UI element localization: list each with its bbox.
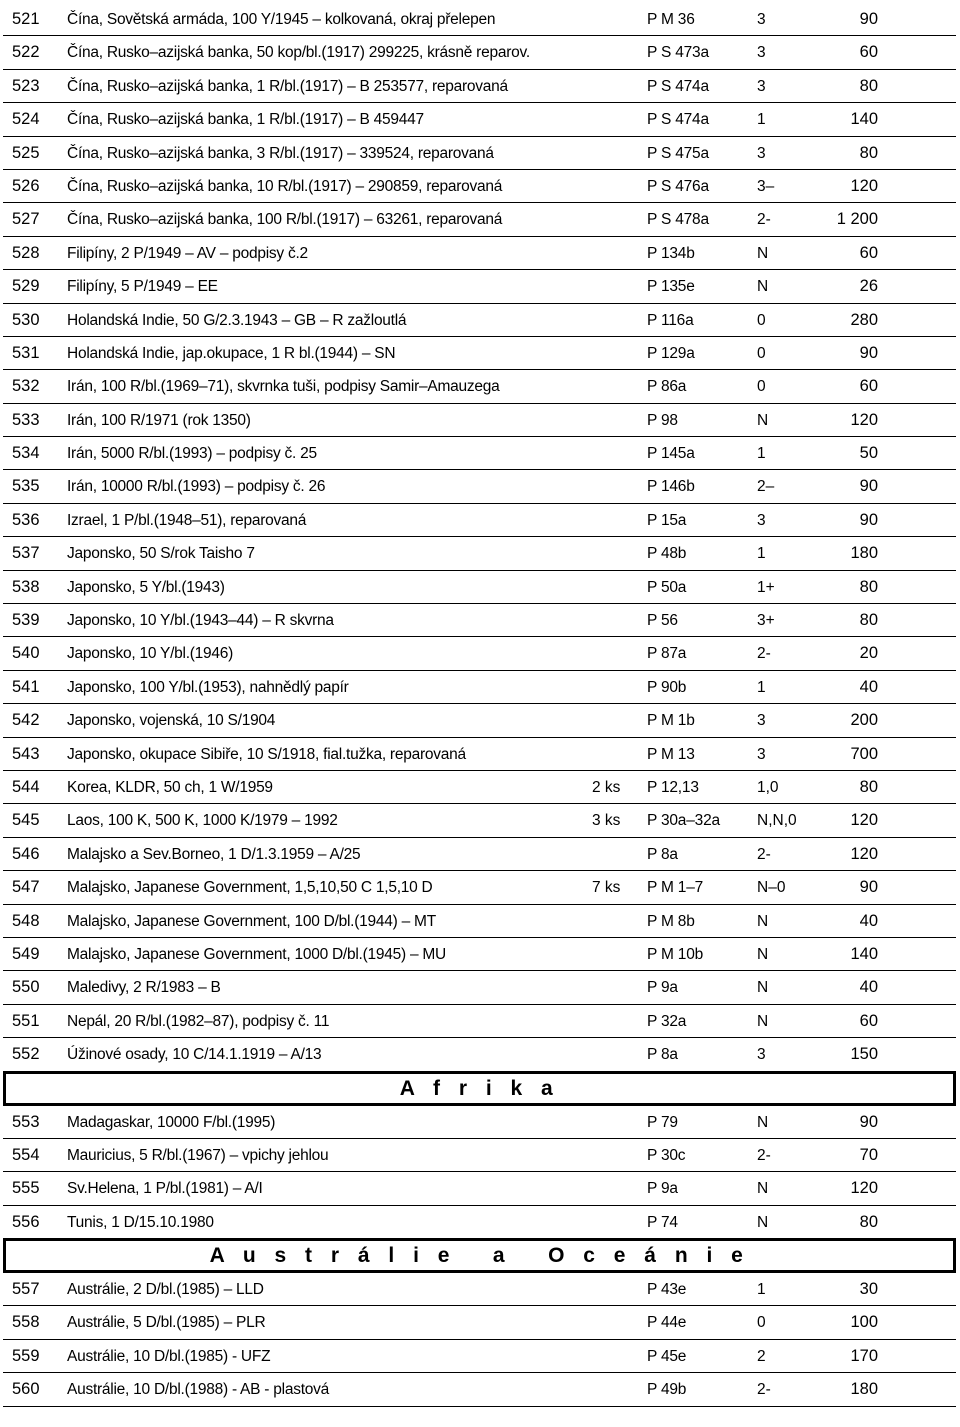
condition-grade: 0 — [757, 1314, 766, 1332]
lot-number: 549 — [12, 944, 40, 963]
catalog-reference: P 50a — [647, 578, 687, 596]
price: 80 — [859, 577, 878, 596]
table-row — [3, 1273, 956, 1306]
lot-number: 554 — [12, 1145, 40, 1164]
table-row — [3, 1038, 956, 1071]
table-row — [3, 804, 956, 837]
price: 120 — [850, 1179, 878, 1198]
lot-number: 535 — [12, 477, 40, 496]
table-row — [3, 237, 956, 270]
table-row — [3, 470, 956, 503]
condition-grade: N — [757, 1012, 769, 1030]
price: 80 — [859, 1212, 878, 1231]
lot-number: 521 — [12, 10, 40, 28]
condition-grade: 1 — [757, 445, 766, 463]
condition-grade: N — [757, 1180, 769, 1198]
lot-number: 533 — [12, 410, 40, 429]
table-row — [3, 1340, 956, 1373]
lot-number: 558 — [12, 1313, 40, 1332]
quantity: 3 ks — [592, 812, 621, 830]
price: 140 — [850, 110, 878, 129]
lot-number: 557 — [12, 1280, 40, 1299]
item-description: Maledivy, 2 R/1983 – B — [67, 979, 221, 997]
item-description: Irán, 100 R/1971 (rok 1350) — [67, 411, 251, 429]
price: 80 — [859, 76, 878, 95]
table-row — [3, 537, 956, 570]
condition-grade: N–0 — [757, 879, 786, 897]
catalog-reference: P 56 — [647, 612, 678, 630]
price: 70 — [859, 1145, 878, 1164]
catalog-reference: P 90b — [647, 678, 687, 696]
lot-number: 545 — [12, 811, 40, 830]
table-row — [3, 203, 956, 236]
condition-grade: N — [757, 1113, 769, 1131]
table-row — [3, 1005, 956, 1038]
catalog-reference: P S 476a — [647, 177, 709, 195]
table-row — [3, 871, 956, 904]
catalog-reference: P 79 — [647, 1113, 678, 1131]
condition-grade: 3 — [757, 11, 766, 28]
price: 40 — [859, 911, 878, 930]
catalog-reference: P 145a — [647, 445, 695, 463]
item-description: Austrálie, 2 D/bl.(1985) – LLD — [67, 1281, 264, 1299]
item-description: Japonsko, okupace Sibiře, 10 S/1918, fial.tužka, reparovaná — [67, 745, 466, 763]
item-description: Čína, Rusko–azijská banka, 100 R/bl.(1917) – 63261, reparovaná — [67, 211, 503, 229]
price: 700 — [850, 744, 878, 763]
item-description: Austrálie, 10 D/bl.(1988) - AB - plastová — [67, 1381, 329, 1399]
condition-grade: 1+ — [757, 578, 775, 596]
price: 90 — [859, 343, 878, 362]
lot-number: 526 — [12, 176, 40, 195]
catalog-reference: P 134b — [647, 244, 695, 262]
catalog-reference: P 135e — [647, 278, 695, 296]
lot-number: 532 — [12, 377, 40, 396]
lot-number: 547 — [12, 878, 40, 897]
table-row — [3, 36, 956, 69]
condition-grade: 3 — [757, 712, 766, 730]
price: 90 — [859, 10, 878, 28]
table-row — [3, 838, 956, 871]
item-description: Úžinové osady, 10 C/14.1.1919 – A/13 — [67, 1046, 322, 1064]
condition-grade: 3 — [757, 511, 766, 529]
item-description: Irán, 100 R/bl.(1969–71), skvrnka tuši, podpisy Samir–Amauzega — [67, 378, 500, 396]
catalog-reference: P S 474a — [647, 77, 709, 95]
table-row — [3, 1139, 956, 1172]
table-row — [3, 504, 956, 537]
item-description: Izrael, 1 P/bl.(1948–51), reparovaná — [67, 511, 307, 529]
quantity: 2 ks — [592, 778, 621, 796]
catalog-reference: P 45e — [647, 1347, 687, 1365]
item-description: Čína, Rusko–azijská banka, 1 R/bl.(1917) – B 459447 — [67, 111, 424, 129]
lot-number: 552 — [12, 1045, 40, 1064]
table-row — [3, 270, 956, 303]
table-row — [3, 1172, 956, 1205]
lot-number: 530 — [12, 310, 40, 329]
lot-number: 551 — [12, 1011, 40, 1030]
price: 140 — [850, 944, 878, 963]
price: 80 — [859, 611, 878, 630]
condition-grade: 3 — [757, 44, 766, 62]
condition-grade: N — [757, 244, 769, 262]
item-description: Korea, KLDR, 50 ch, 1 W/1959 — [67, 778, 273, 796]
table-row — [3, 671, 956, 704]
table-row — [3, 103, 956, 136]
item-description: Čína, Rusko–azijská banka, 1 R/bl.(1917) – B 253577, reparovaná — [67, 77, 508, 95]
item-description: Laos, 100 K, 500 K, 1000 K/1979 – 1992 — [67, 812, 338, 830]
price: 30 — [859, 1280, 878, 1299]
catalog-reference: P 116a — [647, 311, 694, 329]
condition-grade: 2- — [757, 845, 771, 863]
lot-number: 546 — [12, 844, 40, 863]
lot-number: 524 — [12, 110, 40, 129]
table-row — [3, 3, 956, 36]
table-row — [3, 771, 956, 804]
price: 90 — [859, 1112, 878, 1131]
condition-grade: N — [757, 411, 769, 429]
section-header — [3, 1238, 956, 1273]
catalog-reference: P 8a — [647, 1046, 678, 1064]
catalog-reference: P 48b — [647, 545, 687, 563]
catalog-reference: P M 8b — [647, 912, 695, 930]
condition-grade: 2- — [757, 645, 771, 663]
table-row — [3, 1106, 956, 1139]
catalog-reference: P 98 — [647, 411, 678, 429]
condition-grade: 0 — [757, 378, 766, 396]
price: 150 — [850, 1045, 878, 1064]
catalog-reference: P 32a — [647, 1012, 687, 1030]
price: 280 — [850, 310, 878, 329]
price: 200 — [850, 711, 878, 730]
item-description: Japonsko, 10 Y/bl.(1943–44) – R skvrna — [67, 612, 334, 630]
item-description: Japonsko, 100 Y/bl.(1953), nahnědlý papír — [67, 678, 349, 696]
catalog-reference: P 87a — [647, 645, 687, 663]
table-row — [3, 971, 956, 1004]
condition-grade: N — [757, 1213, 769, 1231]
item-description: Austrálie, 10 D/bl.(1985) - UFZ — [67, 1347, 271, 1365]
lot-number: 543 — [12, 744, 40, 763]
item-description: Irán, 10000 R/bl.(1993) – podpisy č. 26 — [67, 478, 326, 496]
catalog-table — [3, 3, 956, 1407]
condition-grade: N,N,0 — [757, 812, 797, 830]
item-description: Filipíny, 5 P/1949 – EE — [67, 278, 218, 296]
table-row — [3, 70, 956, 103]
condition-grade: 1 — [757, 678, 766, 696]
catalog-reference: P M 1b — [647, 712, 695, 730]
price: 60 — [859, 1011, 878, 1030]
item-description: Filipíny, 2 P/1949 – AV – podpisy č.2 — [67, 244, 308, 262]
table-row — [3, 604, 956, 637]
table-row — [3, 304, 956, 337]
condition-grade: 3 — [757, 1046, 766, 1064]
lot-number: 544 — [12, 777, 40, 796]
catalog-reference: P 146b — [647, 478, 695, 496]
condition-grade: 0 — [757, 344, 766, 362]
table-row — [3, 370, 956, 403]
price: 80 — [859, 777, 878, 796]
catalog-reference: P 9a — [647, 979, 678, 997]
item-description: Malajsko, Japanese Government, 100 D/bl.(1944) – MT — [67, 912, 436, 930]
price: 180 — [850, 1380, 878, 1399]
table-row — [3, 637, 956, 670]
section-title: A u s t r á l i e a O c e á n i e — [209, 1244, 750, 1268]
price: 180 — [850, 544, 878, 563]
lot-number: 529 — [12, 277, 40, 296]
catalog-reference: P 43e — [647, 1281, 687, 1299]
price: 60 — [859, 43, 878, 62]
table-row — [3, 571, 956, 604]
condition-grade: N — [757, 278, 769, 296]
lot-number: 534 — [12, 444, 40, 463]
catalog-reference: P S 473a — [647, 44, 709, 62]
lot-number: 559 — [12, 1346, 40, 1365]
condition-grade: N — [757, 945, 769, 963]
lot-number: 527 — [12, 210, 40, 229]
price: 50 — [859, 444, 878, 463]
catalog-reference: P M 36 — [647, 11, 695, 28]
catalog-reference: P 44e — [647, 1314, 687, 1332]
catalog-reference: P 8a — [647, 845, 678, 863]
catalog-reference: P 9a — [647, 1180, 678, 1198]
condition-grade: 1 — [757, 545, 766, 563]
item-description: Sv.Helena, 1 P/bl.(1981) – A/I — [67, 1180, 263, 1198]
lot-number: 525 — [12, 143, 40, 162]
lot-number: 538 — [12, 577, 40, 596]
condition-grade: 2 — [757, 1347, 766, 1365]
table-row — [3, 938, 956, 971]
item-description: Japonsko, 5 Y/bl.(1943) — [67, 578, 225, 596]
price: 90 — [859, 477, 878, 496]
condition-grade: 3 — [757, 144, 766, 162]
price: 80 — [859, 143, 878, 162]
price: 100 — [850, 1313, 878, 1332]
lot-number: 540 — [12, 644, 40, 663]
price: 90 — [859, 878, 878, 897]
table-row — [3, 1306, 956, 1339]
table-row — [3, 1373, 956, 1406]
price: 40 — [859, 978, 878, 997]
condition-grade: 2- — [757, 211, 771, 229]
lot-number: 528 — [12, 243, 40, 262]
item-description: Madagaskar, 10000 F/bl.(1995) — [67, 1113, 276, 1131]
catalog-reference: P M 1–7 — [647, 879, 704, 897]
item-description: Mauricius, 5 R/bl.(1967) – vpichy jehlou — [67, 1146, 329, 1164]
table-row — [3, 137, 956, 170]
condition-grade: 1 — [757, 1281, 766, 1299]
lot-number: 560 — [12, 1380, 40, 1399]
price: 26 — [859, 277, 878, 296]
item-description: Čína, Sovětská armáda, 100 Y/1945 – kolkovaná, okraj přelepen — [67, 11, 496, 28]
price: 60 — [859, 243, 878, 262]
price: 120 — [850, 410, 878, 429]
item-description: Japonsko, 50 S/rok Taisho 7 — [67, 545, 255, 563]
condition-grade: 1 — [757, 111, 766, 129]
condition-grade: 0 — [757, 311, 766, 329]
item-description: Malajsko, Japanese Government, 1,5,10,50 C 1,5,10 D — [67, 879, 433, 897]
quantity: 7 ks — [592, 879, 621, 897]
item-description: Nepál, 20 R/bl.(1982–87), podpisy č. 11 — [67, 1012, 330, 1030]
lot-number: 548 — [12, 911, 40, 930]
table-row — [3, 1206, 956, 1239]
catalog-reference: P 49b — [647, 1381, 687, 1399]
item-description: Holandská Indie, jap.okupace, 1 R bl.(1944) – SN — [67, 344, 396, 362]
lot-number: 531 — [12, 343, 40, 362]
lot-number: 537 — [12, 544, 40, 563]
condition-grade: 3+ — [757, 612, 775, 630]
price: 60 — [859, 377, 878, 396]
item-description: Holandská Indie, 50 G/2.3.1943 – GB – R zažloutlá — [67, 311, 407, 329]
price: 1 200 — [836, 210, 878, 229]
catalog-reference: P S 474a — [647, 111, 709, 129]
lot-number: 539 — [12, 611, 40, 630]
table-row — [3, 704, 956, 737]
item-description: Tunis, 1 D/15.10.1980 — [67, 1213, 214, 1231]
condition-grade: 2- — [757, 1381, 771, 1399]
item-description: Čína, Rusko–azijská banka, 50 kop/bl.(1917) 299225, krásně reparov. — [67, 44, 530, 62]
lot-number: 541 — [12, 677, 40, 696]
condition-grade: 1,0 — [757, 778, 779, 796]
item-description: Austrálie, 5 D/bl.(1985) – PLR — [67, 1314, 266, 1332]
lot-number: 536 — [12, 510, 40, 529]
catalog-reference: P 12,13 — [647, 778, 699, 796]
item-description: Japonsko, 10 Y/bl.(1946) — [67, 645, 234, 663]
price: 170 — [850, 1346, 878, 1365]
item-description: Čína, Rusko–azijská banka, 10 R/bl.(1917) – 290859, reparovaná — [67, 177, 503, 195]
catalog-reference: P 129a — [647, 344, 695, 362]
lot-number: 523 — [12, 76, 40, 95]
table-row — [3, 337, 956, 370]
item-description: Čína, Rusko–azijská banka, 3 R/bl.(1917) – 339524, reparovaná — [67, 144, 494, 162]
condition-grade: 2– — [757, 478, 775, 496]
item-description: Malajsko, Japanese Government, 1000 D/bl.(1945) – MU — [67, 945, 447, 963]
catalog-reference: P 30c — [647, 1146, 686, 1164]
lot-number: 522 — [12, 43, 40, 62]
catalog-reference: P 74 — [647, 1213, 678, 1231]
catalog-reference: P 86a — [647, 378, 687, 396]
price: 120 — [850, 176, 878, 195]
price: 40 — [859, 677, 878, 696]
catalog-reference: P M 13 — [647, 745, 695, 763]
table-row — [3, 170, 956, 203]
condition-grade: 3– — [757, 177, 775, 195]
item-description: Malajsko a Sev.Borneo, 1 D/1.3.1959 – A/25 — [67, 845, 361, 863]
price: 120 — [850, 844, 878, 863]
price: 90 — [859, 510, 878, 529]
item-description: Irán, 5000 R/bl.(1993) – podpisy č. 25 — [67, 445, 317, 463]
catalog-reference: P S 475a — [647, 144, 709, 162]
section-title: A f r i k a — [399, 1076, 560, 1100]
lot-number: 550 — [12, 978, 40, 997]
table-row — [3, 437, 956, 470]
table-row — [3, 738, 956, 771]
lot-number: 553 — [12, 1112, 40, 1131]
catalog-reference: P 30a–32a — [647, 812, 720, 830]
price: 120 — [850, 811, 878, 830]
item-description: Japonsko, vojenská, 10 S/1904 — [67, 712, 276, 730]
condition-grade: N — [757, 912, 769, 930]
condition-grade: 3 — [757, 77, 766, 95]
condition-grade: 3 — [757, 745, 766, 763]
condition-grade: N — [757, 979, 769, 997]
catalog-reference: P S 478a — [647, 211, 709, 229]
price: 20 — [859, 644, 878, 663]
catalog-reference: P 15a — [647, 511, 687, 529]
lot-number: 556 — [12, 1212, 40, 1231]
section-header — [3, 1071, 956, 1106]
table-row — [3, 905, 956, 938]
lot-number: 555 — [12, 1179, 40, 1198]
catalog-reference: P M 10b — [647, 945, 704, 963]
lot-number: 542 — [12, 711, 40, 730]
condition-grade: 2- — [757, 1146, 771, 1164]
table-row — [3, 404, 956, 437]
